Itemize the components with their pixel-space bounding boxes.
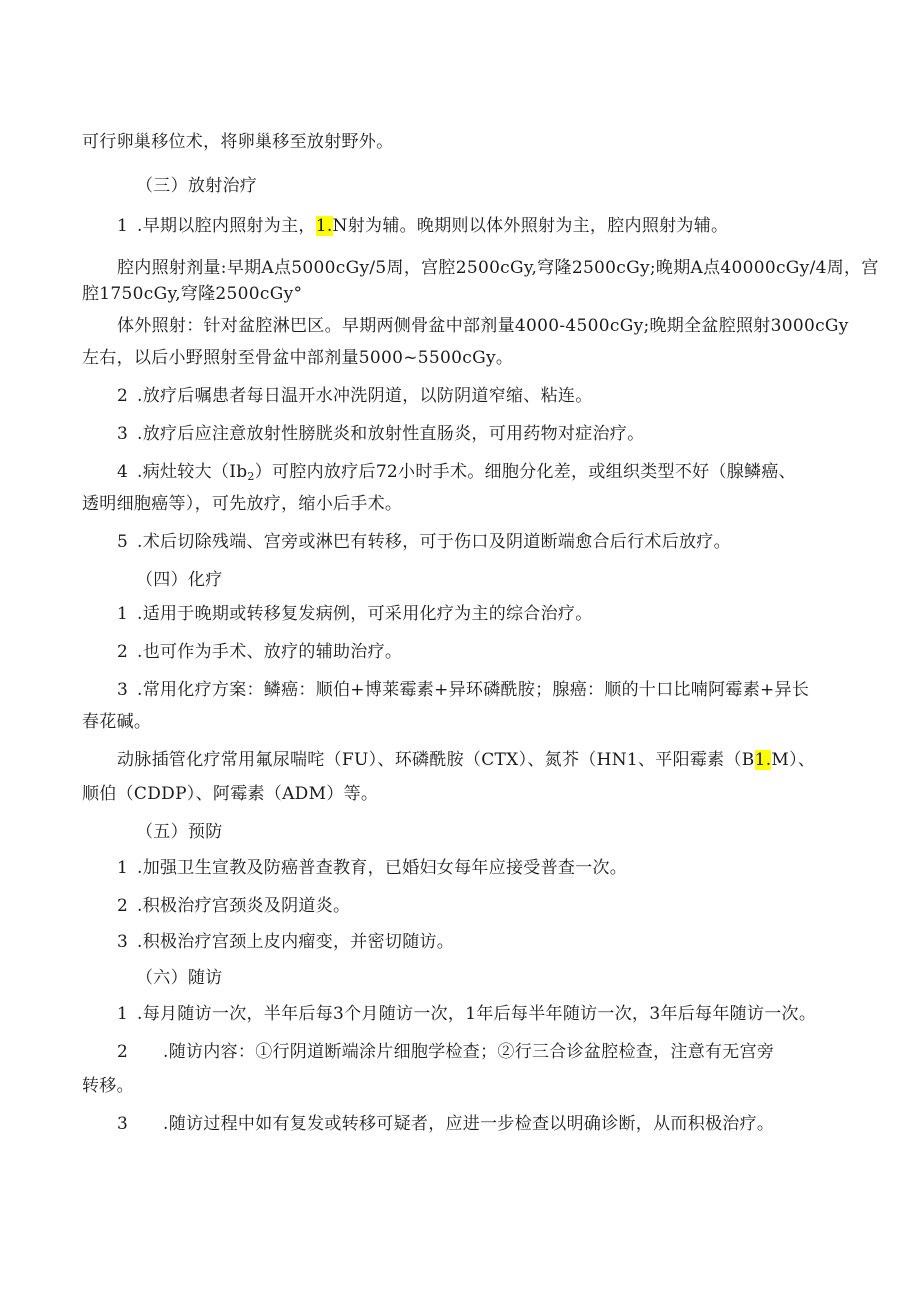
list-item-chemo-3-line2: 春花碱。 <box>82 712 152 732</box>
list-item-radiotherapy-3: 3 .放疗后应注意放射性膀胱炎和放射性直肠炎，可用药物对症治疗。 <box>117 424 645 444</box>
list-item-chemo-3: 3 .常用化疗方案：鳞癌：顺伯+博莱霉素+异环磷酰胺；腺癌：顺的十口比喃阿霉素+异长 <box>117 680 810 700</box>
paragraph-arterial-chemo-line2: 顺伯（CDDP）、阿霉素（ADM）等。 <box>82 784 379 804</box>
section-heading-followup: （六）随访 <box>136 968 223 988</box>
paragraph-arterial-chemo-line1: 动脉插管化疗常用氟尿喘咤（FU）、环磷酰胺（CTX）、氮芥（HN1、平阳霉素（B1.M）、 <box>117 750 816 770</box>
list-item-chemo-2: 2 .也可作为手术、放疗的辅助治疗。 <box>117 642 403 662</box>
section-heading-chemotherapy: （四）化疗 <box>136 570 223 590</box>
list-item-radiotherapy-1: 1 .早期以腔内照射为主，1.N射为辅。晚期则以体外照射为主，腔内照射为辅。 <box>117 216 729 236</box>
list-item-prevention-2: 2 .积极治疗宫颈炎及阴道炎。 <box>117 896 351 916</box>
paragraph-external-dose-line1: 体外照射：针对盆腔淋巴区。早期两侧骨盆中部剂量4000-4500cGy;晚期全盆腔照射3000cGy <box>117 316 849 336</box>
list-item-prevention-1: 1 .加强卫生宣教及防癌普查教育，已婚妇女每年应接受普查一次。 <box>117 858 628 878</box>
list-item-prevention-3: 3 .积极治疗宫颈上皮内瘤变，并密切随访。 <box>117 932 455 952</box>
paragraph-external-dose-line2: 左右，以后小野照射至骨盆中部剂量5000~5500cGy。 <box>82 348 514 368</box>
list-item-followup-3: 3 .随访过程中如有复发或转移可疑者，应进一步检查以明确诊断，从而积极治疗。 <box>117 1114 775 1134</box>
list-item-followup-2-line2: 转移。 <box>82 1076 134 1096</box>
list-item-radiotherapy-4-line2: 透明细胞癌等），可先放疗，缩小后手术。 <box>82 494 403 514</box>
paragraph-intracavitary-dose-line2: 腔1750cGy,穹隆2500cGy° <box>82 284 303 304</box>
list-item-radiotherapy-4: 4 .病灶较大$(Ib_2)$可腔内放疗后72小时手术。细胞分化差，或组织类型不好（腺鳞癌、 <box>117 462 796 483</box>
list-item-radiotherapy-2: 2 .放疗后嘱患者每日温开水冲洗阴道，以防阴道窄缩、粘连。 <box>117 386 593 406</box>
list-item-followup-2: 2 .随访内容：①行阴道断端涂片细胞学检查；②行三合诊盆腔检查，注意有无宫旁 <box>117 1042 775 1062</box>
list-item-followup-1: 1 .每月随访一次，半年后每3个月随访一次，1年后每半年随访一次，3年后每年随访一次。 <box>117 1004 817 1024</box>
section-heading-radiotherapy: （三）放射治疗 <box>136 176 258 196</box>
list-item-radiotherapy-5: 5 .术后切除残端、宫旁或淋巴有转移，可于伤口及阴道断端愈合后行术后放疗。 <box>117 532 731 552</box>
paragraph-ovary-transposition: 可行卵巢移位术，将卵巢移至放射野外。 <box>82 132 394 152</box>
highlight-mark: 1. <box>315 216 333 236</box>
list-item-chemo-1: 1 .适用于晚期或转移复发病例，可采用化疗为主的综合治疗。 <box>117 604 593 624</box>
highlight-mark: 1. <box>754 750 772 770</box>
section-heading-prevention: （五）预防 <box>136 822 223 842</box>
paragraph-intracavitary-dose-line1: 腔内照射剂量:早期A点5000cGy/5周，宫腔2500cGy,穹隆2500cGy;晚期A点40000cGy/4周，宫 <box>117 258 879 278</box>
